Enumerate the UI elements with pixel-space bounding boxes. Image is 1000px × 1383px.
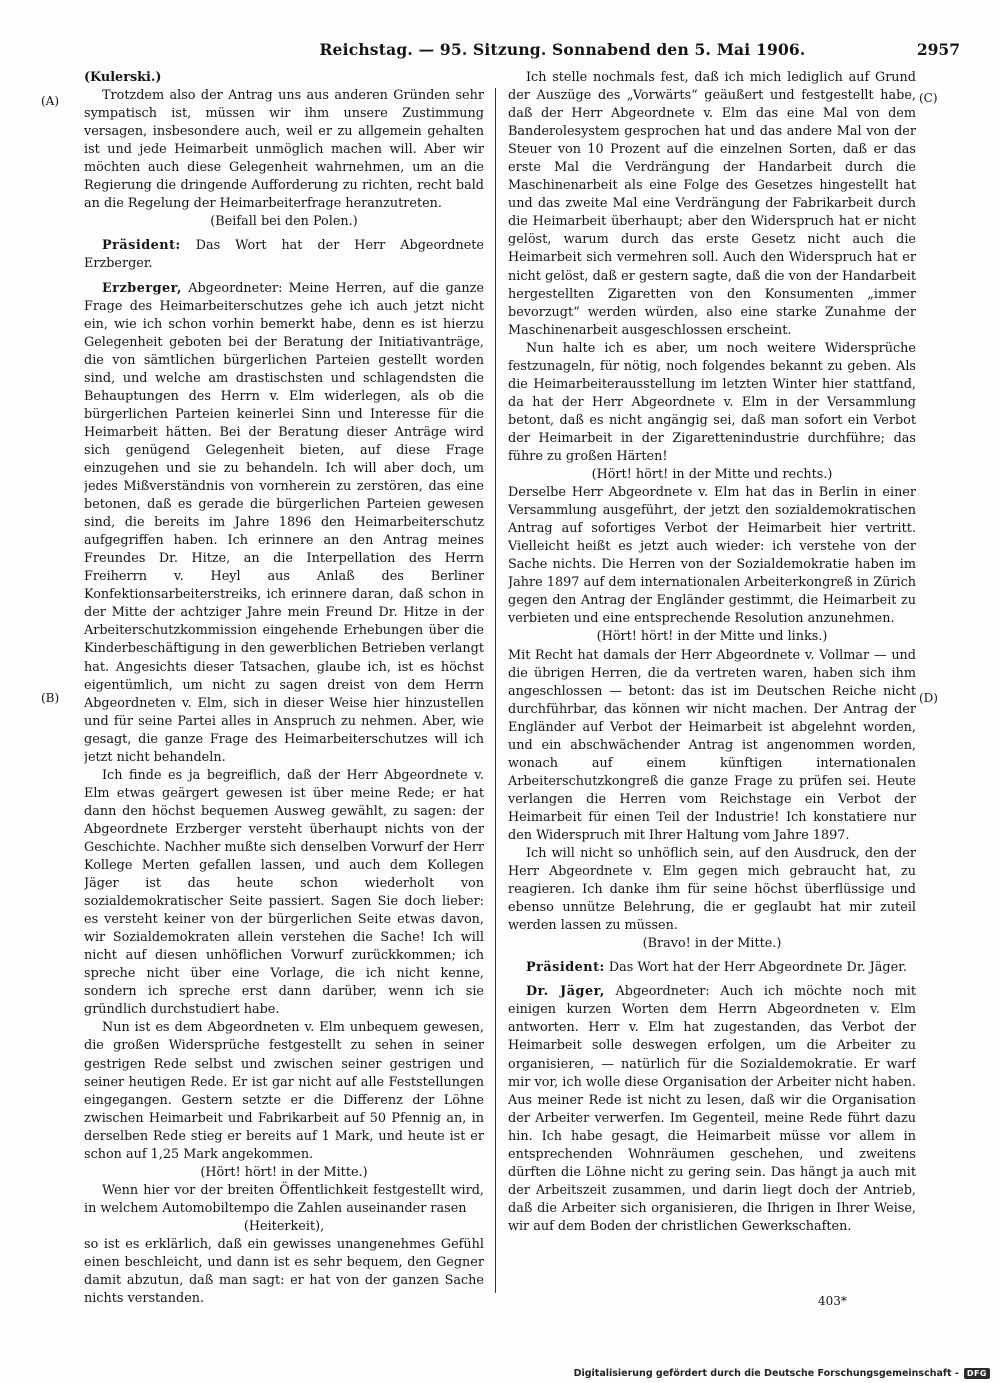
speaker-continuation-head: (Kulerski.) bbox=[84, 70, 162, 85]
interjection: (Beifall bei den Polen.) bbox=[210, 214, 358, 230]
speaker-name: Erzberger, bbox=[102, 280, 182, 296]
interjection: (Hört! hört! in der Mitte und rechts.) bbox=[591, 467, 833, 483]
margin-mark-a: (A) bbox=[41, 94, 60, 108]
interjection: (Hört! hört! in der Mitte.) bbox=[200, 1164, 368, 1180]
text-paragraph: Ich finde es ja begreiflich, daß der Herr Abgeordnete v. Elm etwas geärgert gewesen ist über meine Rede; er hat dann den höchst bequemen Ausweg gewählt, zu sagen: der Abgeordnete Erzberger versteht überhaupt nichts von der Geschichte. Nachher mußte sich denselben Vorwurf der Herr Kollege Merten gefallen lassen, und auch dem Kollegen Jäger ist das heute schon wiederholt von sozialdemokratischer Seite passiert. Sagen Sie doch lieber: es versteht keiner von der bürgerlichen Seite etwas davon, wir Sozialdemokraten allein verstehen die Sache! Ich will nicht auf diesen unhöflichen Vorwurf zurückkommen; ich spreche nicht über eine Vorlage, die ich nicht kenne, sondern ich spreche erst dann darüber, wenn ich sie gründlich durchstudiert habe. bbox=[84, 767, 484, 1018]
text-paragraph: Nun ist es dem Abgeordneten v. Elm unbequem gewesen, die großen Widersprüche festgestellt zu sehen in seiner gestrigen Rede selbst und zwischen seiner gestrigen und seiner heutigen Rede. Er ist gar nicht auf alle Feststellungen eingegangen. Gestern setzte er die Differenz der Löhne zwischen Heimarbeit und Fabrikarbeit auf 50 Pfennig an, in derselben Rede stieg er bereits auf 1 Mark, und heute ist er schon auf 1,25 Mark angekommen. bbox=[84, 1020, 484, 1162]
text-paragraph: so ist es erklärlich, daß ein gewisses unangenehmes Gefühl einen beschleicht, und dann ist es sehr bequem, den Gegner damit abzutun, daß man sagt: er hat von der ganzen Sache nichts verstanden. bbox=[84, 1237, 484, 1307]
right-column bbox=[508, 69, 916, 1319]
speech-paragraph bbox=[84, 237, 484, 273]
speaker-name: Dr. Jäger, bbox=[526, 984, 605, 1000]
interjection: (Heiterkeit), bbox=[243, 1218, 325, 1234]
speech-text: Abgeordneter: Auch ich möchte noch mit einigen kurzen Worten dem Herrn Abgeordneten v. Elm antworten. Herr v. Elm hat zugestanden, das Verbot der Heimarbeit solle deswegen erfolgen, um die Arbeiter zu organisieren, — natürlich für die Sozialdemokratie. Er warf mir vor, ich wolle diese Organisation der Arbeiter nicht haben. Aus meiner Rede ist nicht zu lesen, daß wir die Organisation der Arbeiter verwerfen. Im Gegenteil, meine Rede führt dazu hin. Ich habe gesagt, die Heimarbeit müsse vor allem in entsprechenden Wohnräumen geschehen, und zweitens dürften die Löhne nicht zu gering sein. Das hängt ja auch mit der Arbeitszeit zusammen, und darin liegt doch der Antrieb, daß die Arbeiter sich organisieren, die Ihrigen in Ihrer Weise, wir auf dem Boden der christlichen Gewerkschaften. bbox=[508, 984, 916, 1234]
text-paragraph: Mit Recht hat damals der Herr Abgeordnete v. Vollmar — und die übrigen Herren, die da vertreten waren, haben sich ihm angeschlossen — betont: das ist im Deutschen Reiche nicht durchführbar, das können wir nicht machen. Der Antrag der Engländer auf Verbot der Heimarbeit ist abgelehnt worden, und ein abschwächender Antrag ist angenommen worden, wonach auf einem künftigen internationalen Arbeiterschutzkongreß die ganze Frage zu prüfen sei. Heute verlangen die Herren vom Reichstage ein Verbot der Heimarbeit für einen Teil der Industrie! Ich konstatiere nur den Widerspruch mit Ihrer Haltung vom Jahre 1897. bbox=[508, 647, 916, 843]
interjection: (Hört! hört! in der Mitte und links.) bbox=[596, 629, 828, 645]
speech-text: Das Wort hat der Herr Abgeordnete Dr. Jäger. bbox=[608, 960, 907, 976]
digitization-footer bbox=[560, 1366, 990, 1380]
text-paragraph: Ich will nicht so unhöflich sein, auf den Ausdruck, den der Herr Abgeordnete v. Elm gegen mich gebraucht hat, zu reagieren. Ich danke ihm für seine höchst überflüssige und ebenso unnütze Belehrung, die er geglaubt hat mir zuteil werden lassen zu müssen. bbox=[508, 846, 916, 934]
speech-paragraph bbox=[508, 983, 916, 1236]
margin-mark-b: (B) bbox=[41, 691, 60, 705]
interjection: (Bravo! in der Mitte.) bbox=[642, 936, 782, 952]
speech-text: Das Wort hat der Herr Abgeordnete Erzberger. bbox=[84, 238, 484, 272]
margin-mark-d: (D) bbox=[919, 691, 938, 705]
running-header: Reichstag. — 95. Sitzung. Sonnabend den 5. Mai 1906. bbox=[319, 40, 806, 59]
footer-text: Digitalisierung gefördert durch die Deutsche Forschungsgemeinschaft - bbox=[573, 1367, 959, 1379]
dfg-logo: DFG bbox=[964, 1368, 990, 1379]
text-paragraph: Ich stelle nochmals fest, daß ich mich lediglich auf Grund der Auszüge des „Vorwärts“ geäußert und festgestellt habe, daß der Herr Abgeordnete v. Elm das eine Mal von dem Banderolesystem gesprochen hat und das andere Mal von der Steuer von 10 Prozent auf die einzelnen Sorten, daß er das erste Mal die Verdrängung der Handarbeit durch die Maschinenarbeit als eine Folge des Gesetzes hingestellt hat und das zweite Mal eine Verdrängung der Fabrikarbeit durch die Heimarbeit überhaupt; aber den Widerspruch hat er nicht gelöst, warum durch das erste Gesetz nicht auch die Heimarbeit sich vermehren soll. Auch den Widerspruch hat er nicht gelöst, daß er gestern sagte, daß die von der Handarbeit hergestellten Zigaretten von den Konsumenten „immer bevorzugt“ werden würden, also eine starke Zunahme der Maschinenarbeit ausgeschlossen erscheint. bbox=[508, 70, 916, 338]
signature-mark: 403* bbox=[818, 1294, 847, 1308]
speaker-name: Präsident: bbox=[526, 960, 605, 976]
text-paragraph: Nun halte ich es aber, um noch weitere Widersprüche festzunageln, für nötig, noch folgendes bekannt zu geben. Als die Heimarbeiterausstellung im letzten Winter hier stattfand, da hat der Herr Abgeordnete v. Elm in der Versammlung betont, daß es nicht angängig sei, daß man sofort ein Verbot der Heimarbeit in der Zigarettenindustrie durchführe; das führe zu großen Härten! bbox=[508, 340, 916, 464]
speech-text: Abgeordneter: Meine Herren, auf die ganze Frage des Heimarbeiterschutzes gehe ich auch jetzt nicht ein, wie ich schon vorhin bemerkt habe, denn es ist hierzu Gelegenheit geboten bei der Beratung der Initiativanträge, die von sämtlichen bürgerlichen Parteien gestellt worden sind, und welche am drastischsten und schlagendsten die Behauptungen des Herrn v. Elm widerlegen, als ob die bürgerlichen Parteien keinerlei Sinn und Interesse für die Heimarbeit hätten. Bei der Beratung dieser Anträge wird sich genügend Gelegenheit bieten, auf diese Frage einzugehen und sie zu behandeln. Ich will aber doch, um jedes Mißverständnis von vornherein zu zerstören, das eine betonen, daß es gerade die bürgerlichen Parteien gewesen sind, die bereits im Jahre 1896 den Heimarbeiterschutz aufgegriffen haben. Ich erinnere an den Antrag meines Freundes Dr. Hitze, an die Interpellation des Herrn Freiherrn v. Heyl aus Anlaß des Berliner Konfektionsarbeiterstreiks, ich erinnere daran, daß schon in der Mitte der achtziger Jahre mein Freund Dr. Hitze in der Arbeiterschutzkommission eingehende Erhebungen über die Kinderbeschäftigung in den gewerblichen Betrieben verlangt hat. Angesichts dieser Tatsachen, glaube ich, ist es höchst eigentümlich, um nicht zu sagen dreist von dem Herrn Abgeordneten v. Elm, sich in dieser Weise hier hinzustellen und für seine Partei alles in Anspruch zu nehmen. Aber, wie gesagt, die ganze Frage des Heimarbeiterschutzes will ich jetzt nicht behandeln. bbox=[84, 280, 484, 765]
speech-paragraph bbox=[84, 280, 484, 767]
page-number: 2957 bbox=[916, 40, 960, 59]
left-column bbox=[84, 69, 484, 1319]
margin-mark-c: (C) bbox=[919, 91, 938, 105]
text-paragraph: Derselbe Herr Abgeordnete v. Elm hat das in Berlin in einer Versammlung ausgeführt, der jetzt den sozialdemokratischen Antrag auf sofortiges Verbot der Heimarbeit hier vertritt. Vielleicht heißt es jetzt auch wieder: ich verstehe von der Sache nichts. Die Herren von der Sozialdemokratie haben im Jahre 1897 auf dem internationalen Arbeiterkongreß in Zürich gegen den Antrag der Engländer gestimmt, die Heimarbeit zu verbieten und eine entsprechende Resolution anzunehmen. bbox=[508, 485, 916, 627]
speaker-name: Präsident: bbox=[102, 238, 181, 254]
speech-paragraph bbox=[508, 959, 916, 977]
column-divider bbox=[495, 88, 496, 1293]
text-paragraph: Trotzdem also der Antrag uns aus anderen Gründen sehr sympatisch ist, müssen wir ihm unsere Zustimmung versagen, insbesondere auch, weil er zu allgemein gehalten ist und jede Heimarbeit unmöglich machen will. Aber wir möchten auch diese Gelegenheit wahrnehmen, um an die Regierung die dringende Aufforderung zu richten, recht bald an die Regelung der Heimarbeiterfrage heranzutreten. bbox=[84, 88, 484, 212]
text-paragraph: Wenn hier vor der breiten Öffentlichkeit festgestellt wird, in welchem Automobiltempo die Zahlen auseinander rasen bbox=[84, 1182, 484, 1216]
